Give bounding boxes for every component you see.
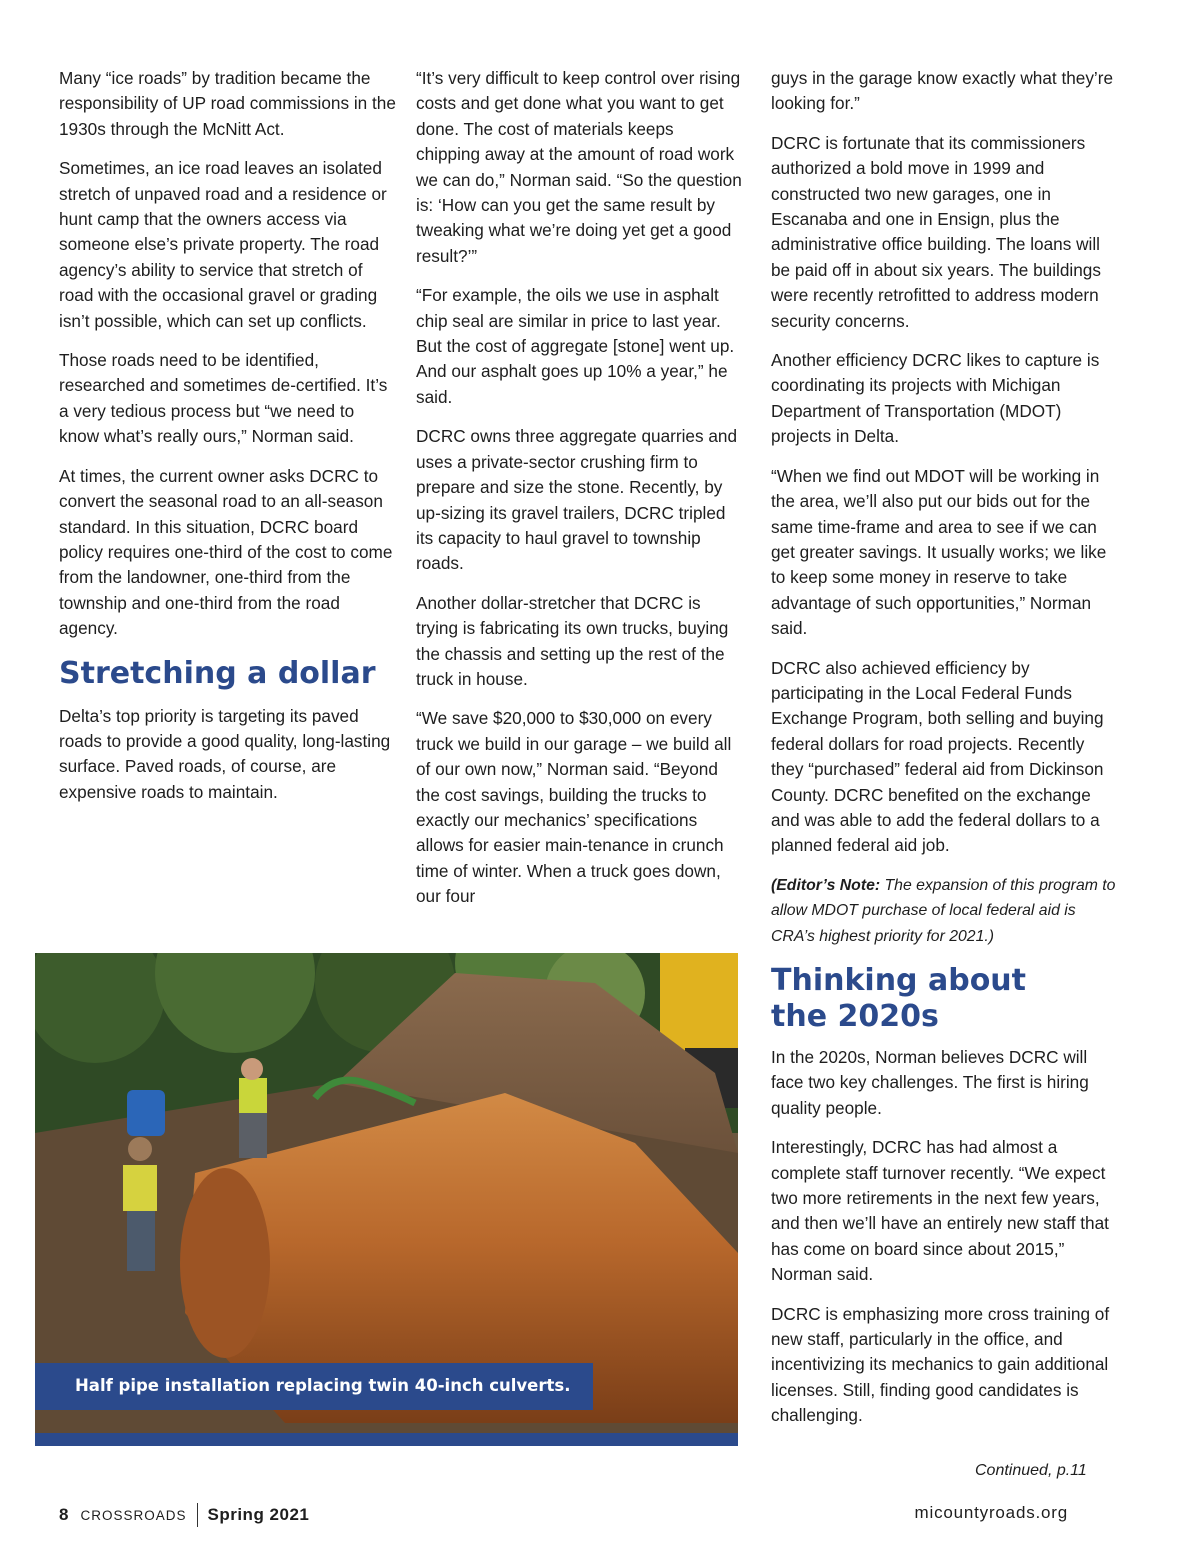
section-heading-thinking [771, 963, 1119, 1035]
photo-bottom-bar [35, 1433, 738, 1446]
paragraph: “When we find out MDOT will be working in the area, we’ll also put our bids out for the same time-frame and area to see if we can get greater savings. It usually works; we like to keep some money in reserve to take advantage of such opportunities,” Norman said. [771, 465, 1107, 639]
page-number: 8 [59, 1505, 69, 1524]
heading-line-2: the 2020s [771, 999, 939, 1034]
pipe-end [180, 1168, 270, 1358]
continued-note: Continued, p.11 [975, 1462, 1087, 1479]
paragraph: DCRC also achieved efficiency by participating in the Local Federal Funds Exchange Program, both selling and buying federal dollars for road projects. Recently they “purchased” federal aid from Dickinson County. DCRC benefited on the exchange and was able to add the federal dollars to a planned federal aid job. [771, 657, 1104, 856]
paragraph: DCRC is emphasizing more cross training of new staff, particularly in the office, and incentivizing its mechanics to gain additional licenses. Still, finding good candidates is challenging. [771, 1303, 1110, 1426]
paragraph: Sometimes, an ice road leaves an isolated stretch of unpaved road and a residence or hunt camp that the owners access via someone else’s private property. The road agency’s ability to service that stretch of road with the occasional gravel or grading isn’t possible, which can set up conflicts. [59, 158, 387, 331]
paragraph: Another dollar-stretcher that DCRC is trying is fabricating its own trucks, buying the chassis and setting up the rest of the truck in house. [416, 592, 729, 689]
paragraph: At times, the current owner asks DCRC to convert the seasonal road to an all-season standard. In this situation, DCRC board policy requires one-third of the cost to come from the landowner, one-third from the township and one-third from the road agency. [59, 465, 393, 639]
footer-divider [197, 1503, 198, 1527]
editors-note-text: The expansion of this program to allow MDOT purchase of local federal aid is CRA’s highest priority for 2021.) [771, 876, 1116, 945]
paragraph: In the 2020s, Norman believes DCRC will face two key challenges. The first is hiring quality people. [771, 1047, 1089, 1118]
column-1 [59, 66, 399, 819]
paragraph: “For example, the oils we use in asphalt chip seal are similar in price to last year. But the cost of aggregate [stone] went up. And our asphalt goes up 10% a year,” he said. [416, 285, 735, 407]
paragraph: DCRC owns three aggregate quarries and uses a private-sector crushing firm to prepare and size the stone. Recently, by up-sizing its gravel trailers, DCRC tripled its capacity to haul gravel to township roads. [416, 426, 738, 574]
website-url: micountyroads.org [914, 1503, 1068, 1522]
editors-note [771, 873, 1119, 949]
heading-line-1: Thinking about [771, 963, 1026, 998]
issue-label: Spring 2021 [207, 1505, 310, 1524]
magazine-name: CROSSROADS [80, 1507, 187, 1523]
paragraph: Delta’s top priority is targeting its paved roads to provide a good quality, long-lasting surface. Paved roads, of course, are expensive roads to maintain. [59, 705, 391, 802]
paragraph: guys in the garage know exactly what they’re looking for.” [771, 68, 1114, 114]
culvert-photo [35, 953, 738, 1433]
paragraph: Another efficiency DCRC likes to capture is coordinating its projects with Michigan Department of Transportation (MDOT) projects in Delta. [771, 350, 1100, 447]
paragraph: “We save $20,000 to $30,000 on every truck we build in our garage – we build all of our own now,” Norman said. “Beyond the cost savings, building the trucks to exactly our mechanics’ specifications allows for easier main-tenance in crunch time of winter. When a truck goes down, our four [416, 708, 732, 907]
photo-caption: Half pipe installation replacing twin 40-inch culverts. [35, 1363, 593, 1410]
paragraph: Those roads need to be identified, researched and sometimes de-certified. It’s a very tedious process but “we need to know what’s really ours,” Norman said. [59, 350, 388, 447]
column-2 [416, 66, 742, 924]
section-heading-stretching: Stretching a dollar [59, 655, 376, 691]
paragraph: Interestingly, DCRC has had almost a complete staff turnover recently. “We expect two more retirements in the next few years, and then we’ll have an entirely new staff that has come on board since about 2015,” Norman said. [771, 1137, 1109, 1285]
paragraph: “It’s very difficult to keep control over rising costs and get done what you want to get done. The cost of materials keeps chipping away at the amount of road work we can do,” Norman said. “So the question is: ‘How can you get the same result by tweaking what we’re doing yet get a good result?’” [416, 68, 742, 266]
blue-barrel [127, 1090, 165, 1136]
editors-note-label: (Editor’s Note: [771, 876, 881, 894]
footer [59, 1503, 309, 1527]
paragraph: DCRC is fortunate that its commissioners authorized a bold move in 1999 and constructed two new garages, one in Escanaba and one in Ensign, plus the administrative office building. The loans will be paid off in about six years. The buildings were recently retrofitted to address modern security concerns. [771, 132, 1101, 331]
column-3 [771, 66, 1119, 1443]
paragraph: Many “ice roads” by tradition became the responsibility of UP road commissions in the 1930s through the McNitt Act. [59, 68, 396, 139]
